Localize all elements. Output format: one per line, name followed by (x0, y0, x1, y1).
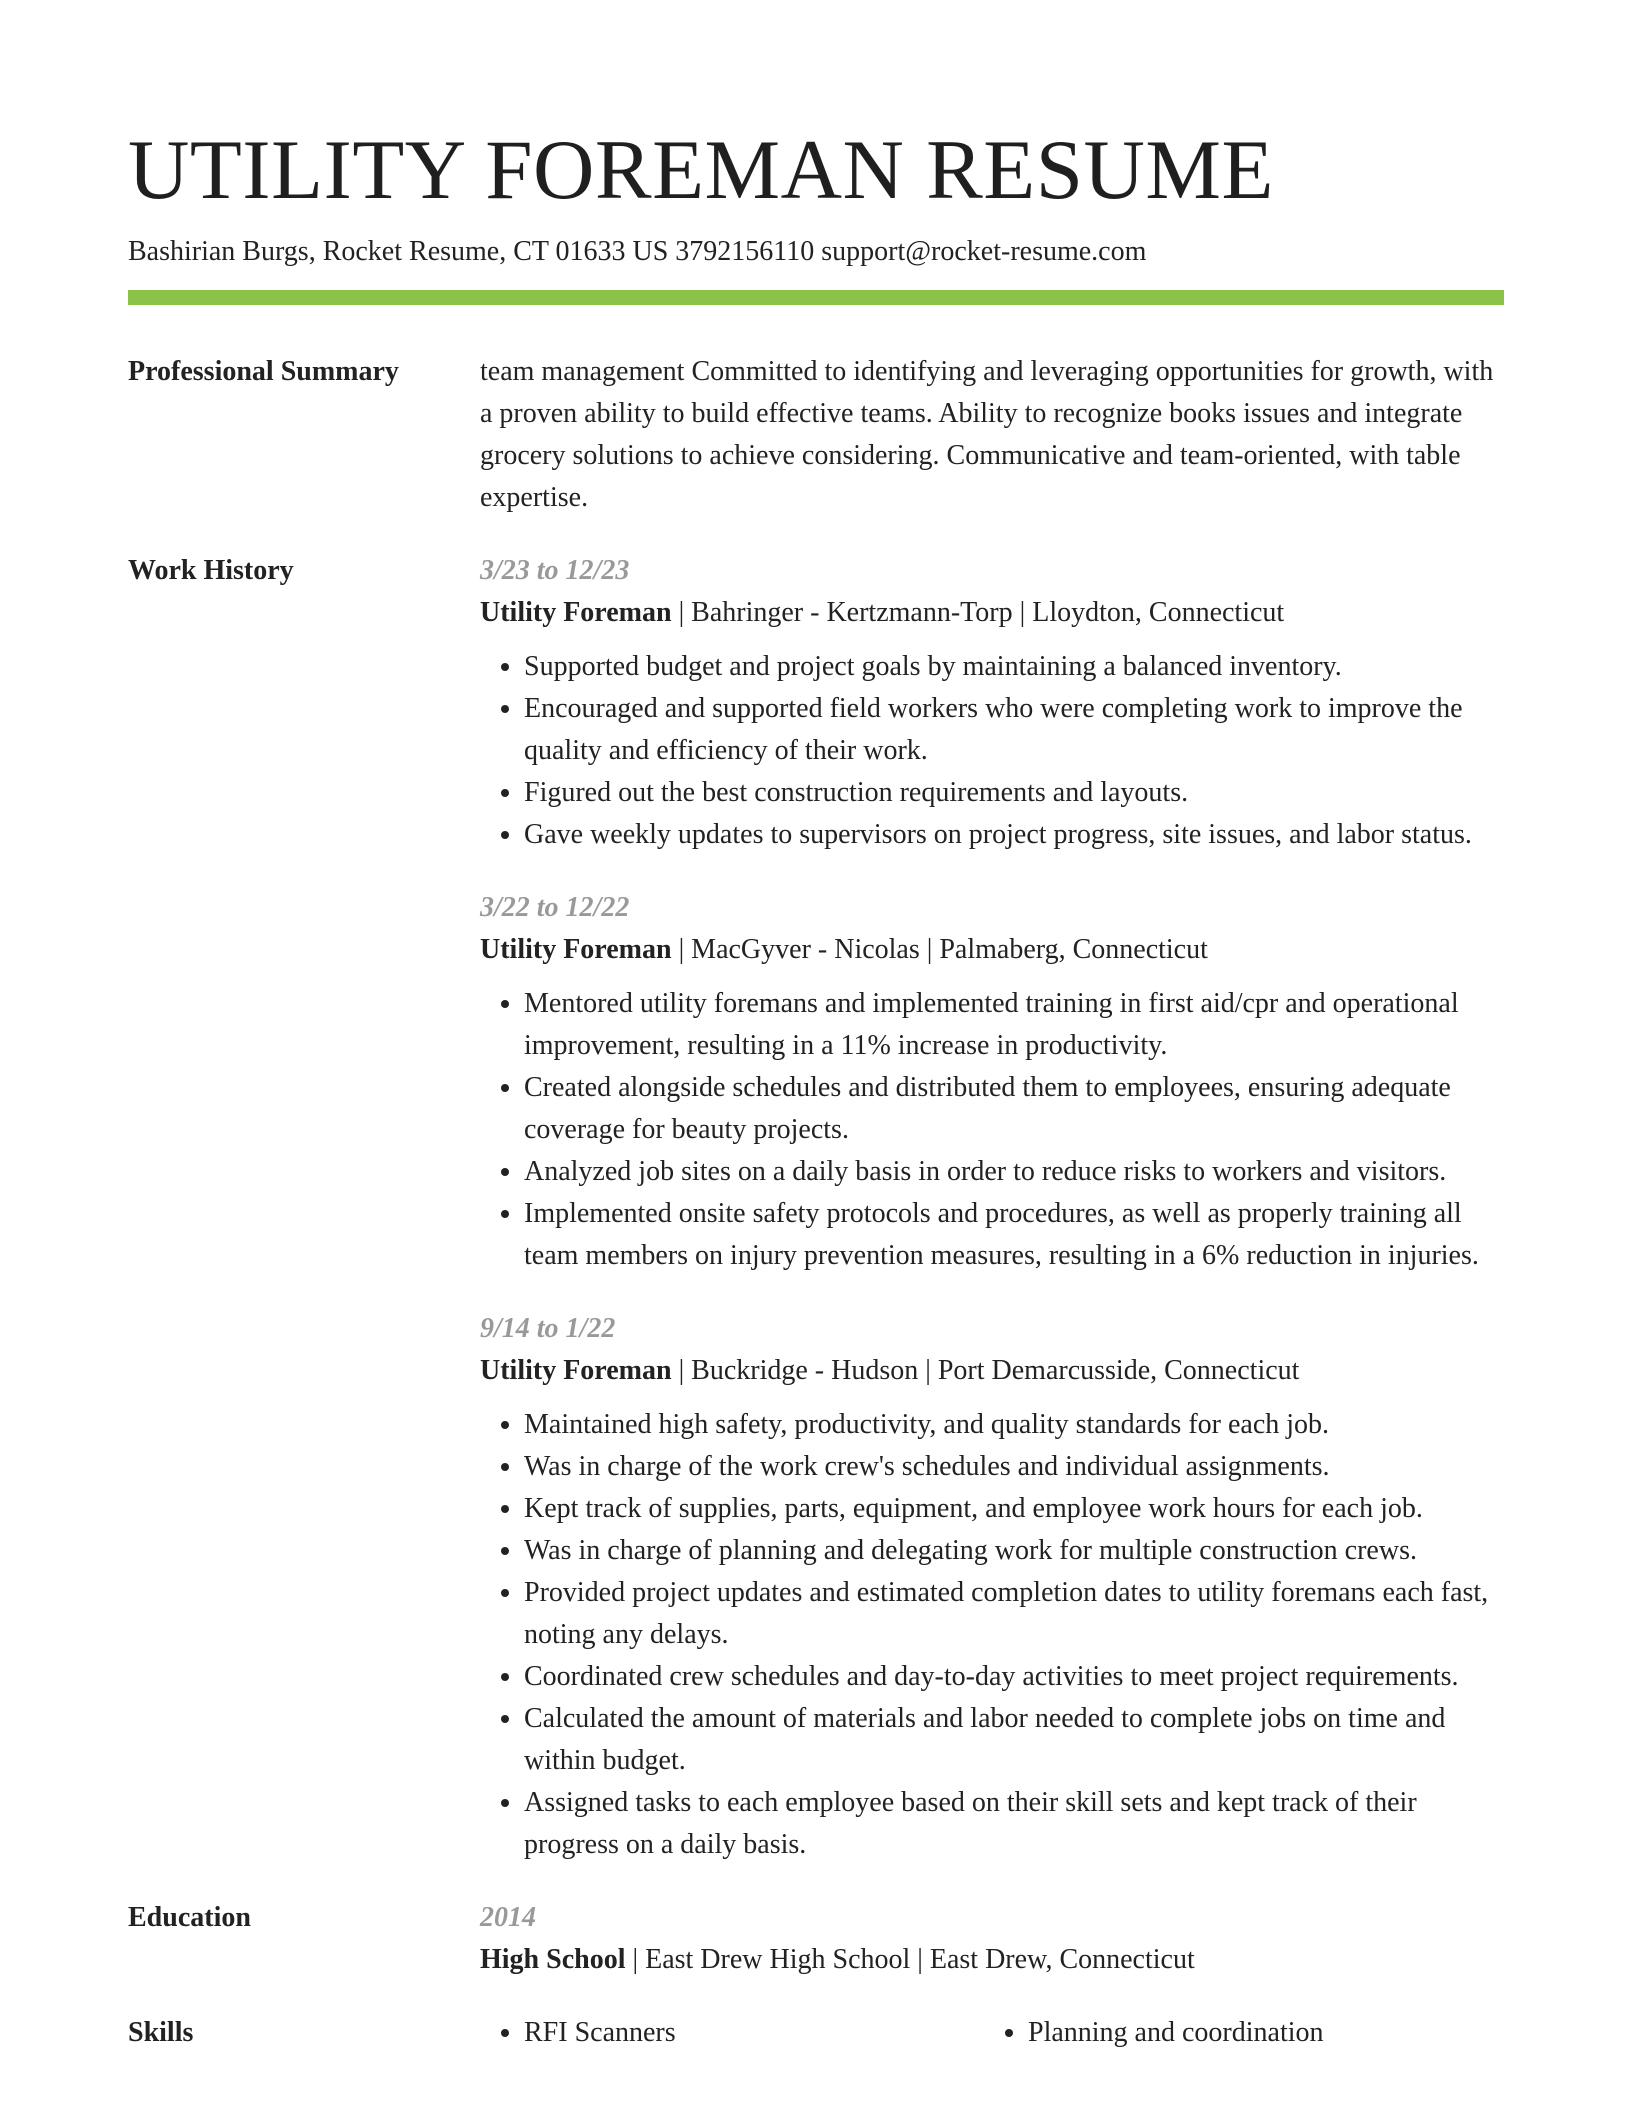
job-bullet: • Figured out the best construction requirements and layouts. (524, 772, 1504, 814)
job-title-line (480, 592, 1504, 634)
summary-text: team management Committed to identifying and leveraging opportunities for growth, with a proven ability to build effective teams. Ability to recognize books issues and integrate grocery solutions to achieve considering. Communicative and team-oriented, with table expertise. (480, 356, 1494, 513)
education-label: Education (128, 1902, 251, 1933)
job-bullet: • Provided project updates and estimated completion dates to utility foremans each fast, noting any delays. (524, 1572, 1504, 1656)
job-bullet: • Kept track of supplies, parts, equipment, and employee work hours for each job. (524, 1488, 1504, 1530)
job-entry (480, 1308, 1504, 1866)
resume-title: UTILITY FOREMAN RESUME (128, 123, 1274, 217)
job-details: | MacGyver - Nicolas | Palmaberg, Connecticut (671, 934, 1208, 965)
education-year: 2014 (480, 1902, 536, 1933)
job-bullet: • Implemented onsite safety protocols and procedures, as well as properly training all team members on injury prevention measures, resulting in a 6% reduction in injuries. (524, 1193, 1504, 1277)
skill-item: • Planning and coordination (1028, 2012, 1488, 2054)
education-details: | East Drew High School | East Drew, Connecticut (625, 1944, 1195, 1975)
work-history-label: Work History (128, 555, 294, 586)
job-details: | Bahringer - Kertzmann-Torp | Lloydton, Connecticut (671, 597, 1285, 628)
summary-label: Professional Summary (128, 356, 399, 387)
job-bullets (480, 1404, 1504, 1866)
job-bullet: • Was in charge of the work crew's schedules and individual assignments. (524, 1446, 1504, 1488)
job-details: | Buckridge - Hudson | Port Demarcusside, Connecticut (671, 1355, 1300, 1386)
job-bullet: • Encouraged and supported field workers who were completing work to improve the quality and efficiency of their work. (524, 688, 1504, 772)
job-bullet: • Supported budget and project goals by maintaining a balanced inventory. (524, 646, 1504, 688)
resume-page (128, 118, 1504, 2054)
skills-grid (480, 2012, 1504, 2054)
job-bullets (480, 983, 1504, 1277)
summary-section (128, 351, 1504, 519)
job-bullet: • Was in charge of planning and delegating work for multiple construction crews. (524, 1530, 1504, 1572)
education-degree: High School (480, 1944, 626, 1975)
job-role: Utility Foreman (480, 934, 672, 965)
job-bullets (480, 646, 1504, 856)
skills-column-2 (984, 2012, 1488, 2054)
job-role: Utility Foreman (480, 1355, 672, 1386)
job-bullet: • Analyzed job sites on a daily basis in order to reduce risks to workers and visitors. (524, 1151, 1504, 1193)
job-bullet: • Calculated the amount of materials and labor needed to complete jobs on time and within budget. (524, 1698, 1504, 1782)
skills-column-1 (480, 2012, 984, 2054)
job-bullet: • Mentored utility foremans and implemented training in first aid/cpr and operational improvement, resulting in a 11% increase in productivity. (524, 983, 1504, 1067)
job-bullet: • Created alongside schedules and distributed them to employees, ensuring adequate coverage for beauty projects. (524, 1067, 1504, 1151)
job-dates: 3/22 to 12/22 (480, 892, 630, 923)
skills-label: Skills (128, 2017, 194, 2048)
education-section (128, 1897, 1504, 1981)
job-dates: 3/23 to 12/23 (480, 555, 630, 586)
job-entry (480, 550, 1504, 856)
contact-line: Bashirian Burgs, Rocket Resume, CT 01633 US 3792156110 support@rocket-resume.com (128, 236, 1147, 267)
job-dates: 9/14 to 1/22 (480, 1313, 616, 1344)
job-title-line (480, 1350, 1504, 1392)
skills-section (128, 2012, 1504, 2054)
work-history-section (128, 550, 1504, 1866)
job-title-line (480, 929, 1504, 971)
skill-item: • RFI Scanners (524, 2012, 984, 2054)
job-bullet: • Coordinated crew schedules and day-to-day activities to meet project requirements. (524, 1656, 1504, 1698)
education-body (480, 1897, 1504, 1981)
job-bullet: • Gave weekly updates to supervisors on project progress, site issues, and labor status. (524, 814, 1504, 856)
job-bullet: • Maintained high safety, productivity, and quality standards for each job. (524, 1404, 1504, 1446)
job-role: Utility Foreman (480, 597, 672, 628)
accent-divider (128, 290, 1504, 305)
job-entry (480, 887, 1504, 1277)
education-line (480, 1939, 1504, 1981)
work-history-body (480, 550, 1504, 1866)
job-bullet: • Assigned tasks to each employee based on their skill sets and kept track of their progress on a daily basis. (524, 1782, 1504, 1866)
